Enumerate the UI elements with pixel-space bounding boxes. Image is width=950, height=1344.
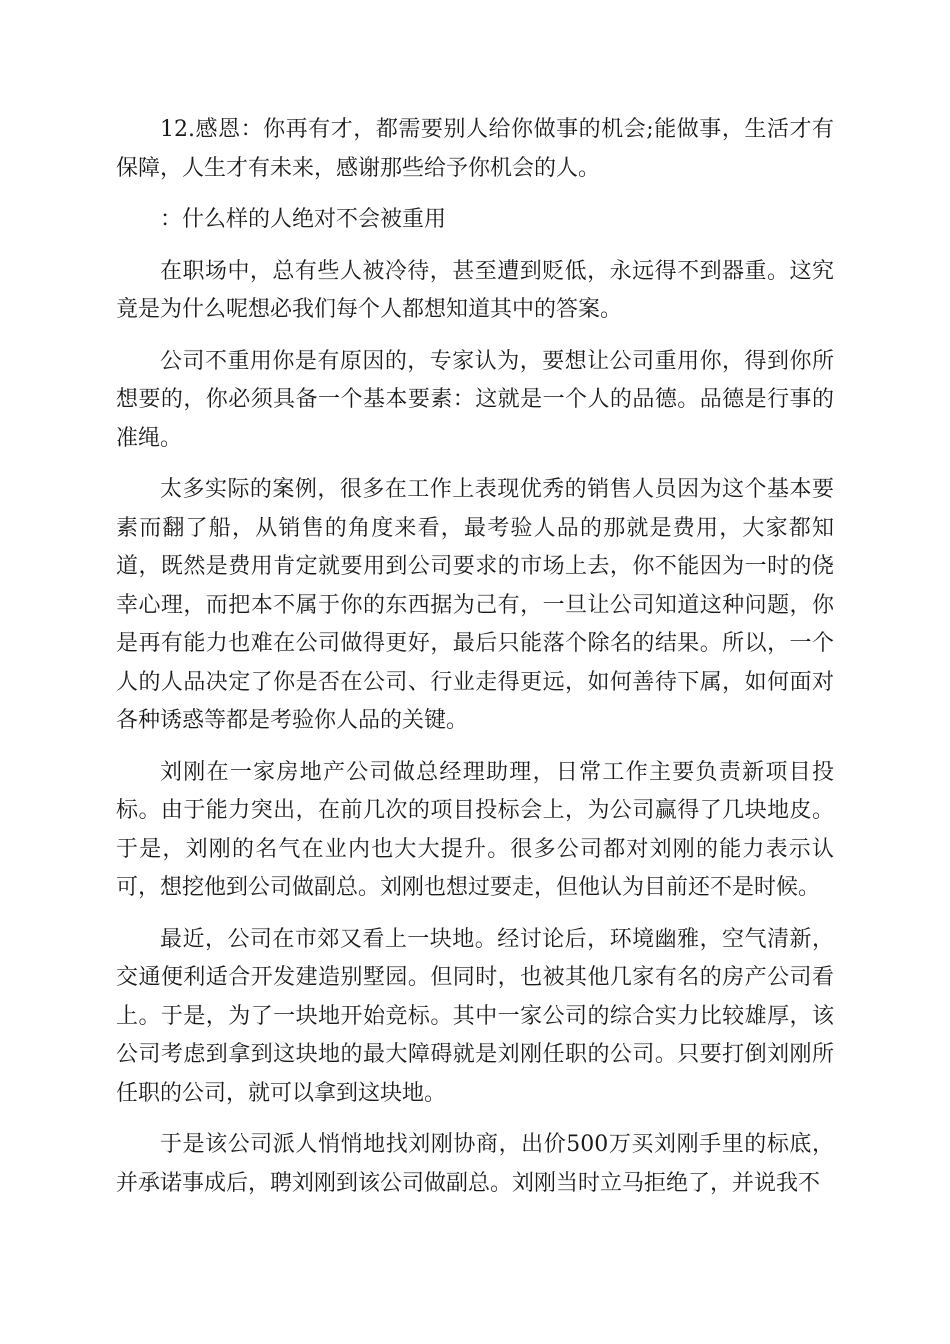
paragraph-intro: 在职场中，总有些人被冷待，甚至遭到贬低，永远得不到器重。这究竟是为什么呢想必我们每个人都想知道其中的答案。 bbox=[116, 258, 834, 322]
section-heading: ：什么样的人绝对不会被重用 bbox=[160, 207, 447, 232]
paragraph-gratitude: 12.感恩：你再有才，都需要别人给你做事的机会;能做事，生活才有保障，人生才有未来，感谢那些给予你机会的人。 bbox=[116, 117, 834, 181]
paragraph-bribe-offer: 于是该公司派人悄悄地找刘刚协商，出价500万买刘刚手里的标底，并承诺事成后，聘刘刚到该公司做副总。刘刚当时立马拒绝了，并说我不 bbox=[116, 1132, 834, 1196]
paragraph-cases: 太多实际的案例，很多在工作上表现优秀的销售人员因为这个基本要素而翻了船，从销售的角度来看，最考验人品的那就是费用，大家都知道，既然是费用肯定就要用到公司要求的市场上去，你不能因为一时的侥幸心理，而把本不属于你的东西据为己有，一旦让公司知道这种问题，你是再有能力也难在公司做得更好，最后只能落个除名的结果。所以，一个人的人品决定了你是否在公司、行业走得更远，如何善待下属，如何面对各种诱惑等都是考验你人品的关键。 bbox=[116, 477, 834, 733]
paragraph-land-bid: 最近，公司在市郊又看上一块地。经讨论后，环境幽雅，空气清新，交通便利适合开发建造别墅园。但同时，也被其他几家有名的房产公司看上。于是，为了一块地开始竞标。其中一家公司的综合实力比较雄厚，该公司考虑到拿到这块地的最大障碍就是刘刚任职的公司。只要打倒刘刚所任职的公司，就可以拿到这块地。 bbox=[116, 926, 834, 1106]
paragraph-character: 公司不重用你是有原因的，专家认为，要想让公司重用你，得到你所想要的，你必须具备一个基本要素：这就是一个人的品德。品德是行事的准绳。 bbox=[116, 348, 834, 451]
paragraph-liugang-intro: 刘刚在一家房地产公司做总经理助理，日常工作主要负责新项目投标。由于能力突出，在前几次的项目投标会上，为公司赢得了几块地皮。于是，刘刚的名气在业内也大大提升。很多公司都对刘刚的能力表示认可，想挖他到公司做副总。刘刚也想过要走，但他认为目前还不是时候。 bbox=[116, 759, 834, 900]
document-body bbox=[116, 111, 834, 1216]
